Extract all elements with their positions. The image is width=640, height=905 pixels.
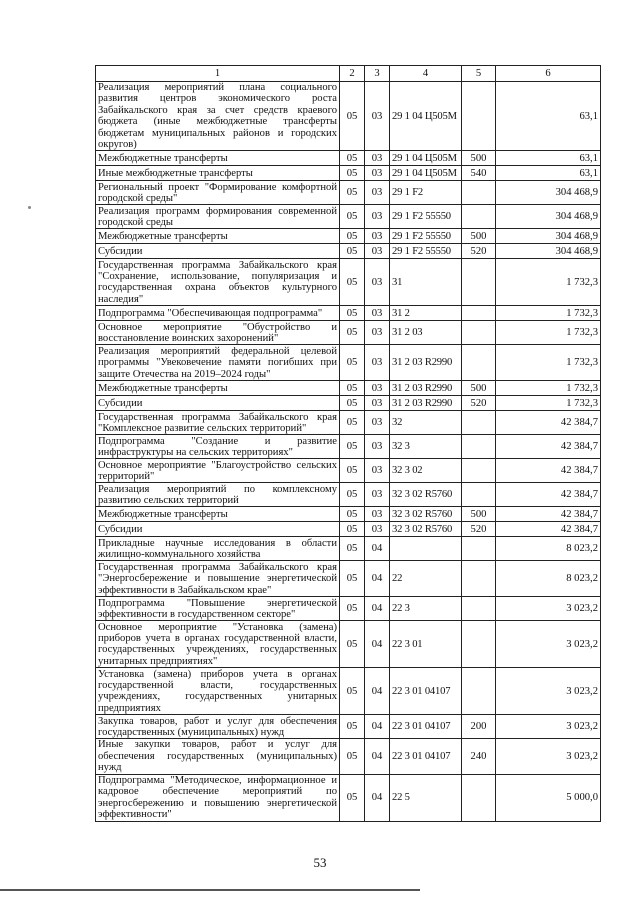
cell-subsection: 04 (365, 561, 390, 597)
cell-name: Субсидии (96, 244, 340, 259)
cell-section: 05 (340, 396, 365, 411)
table-row (96, 166, 601, 181)
cell-amount: 3 023,2 (496, 668, 601, 715)
cell-target-code: 31 2 03 R2990 (390, 345, 462, 381)
cell-target-code: 22 5 (390, 774, 462, 821)
cell-subsection: 03 (365, 181, 390, 205)
cell-expense-type (462, 435, 496, 459)
cell-subsection: 04 (365, 621, 390, 668)
cell-expense-type: 520 (462, 244, 496, 259)
cell-expense-type (462, 306, 496, 321)
table-row (96, 459, 601, 483)
cell-amount: 42 384,7 (496, 459, 601, 483)
table-body (96, 82, 601, 822)
cell-target-code: 32 3 02 R5760 (390, 522, 462, 537)
table-row (96, 739, 601, 774)
cell-target-code: 22 3 (390, 597, 462, 621)
cell-name: Подпрограмма "Создание и развитие инфраструктуры на сельских территориях" (96, 435, 340, 459)
cell-name: Государственная программа Забайкальского края "Энергосбережение и повышение энергетической эффективности в Забайкальском крае" (96, 561, 340, 597)
column-header-subsection: 3 (365, 66, 390, 82)
cell-amount: 63,1 (496, 166, 601, 181)
table-row (96, 229, 601, 244)
cell-section: 05 (340, 205, 365, 229)
cell-subsection: 03 (365, 381, 390, 396)
cell-expense-type: 500 (462, 507, 496, 522)
cell-section: 05 (340, 244, 365, 259)
table-row (96, 597, 601, 621)
cell-section: 05 (340, 621, 365, 668)
cell-expense-type (462, 774, 496, 821)
cell-name: Установка (замена) приборов учета в органах государственной власти, государственных учреждениях, государственных унитарных предприятиях (96, 668, 340, 715)
cell-amount: 1 732,3 (496, 381, 601, 396)
cell-amount: 42 384,7 (496, 435, 601, 459)
cell-subsection: 03 (365, 151, 390, 166)
cell-expense-type (462, 321, 496, 345)
cell-section: 05 (340, 411, 365, 435)
cell-target-code: 31 (390, 259, 462, 306)
cell-expense-type (462, 459, 496, 483)
cell-name: Межбюджетные трансферты (96, 151, 340, 166)
cell-name: Основное мероприятие "Установка (замена) приборов учета в органах государственной власти, государственных учреждениях, государственных унитарных предприятиях" (96, 621, 340, 668)
table-row (96, 205, 601, 229)
cell-target-code: 31 2 03 (390, 321, 462, 345)
cell-section: 05 (340, 459, 365, 483)
cell-section: 05 (340, 229, 365, 244)
cell-expense-type (462, 483, 496, 507)
cell-subsection: 03 (365, 229, 390, 244)
table-row (96, 668, 601, 715)
cell-amount: 8 023,2 (496, 561, 601, 597)
table-row (96, 306, 601, 321)
cell-section: 05 (340, 166, 365, 181)
table-row (96, 522, 601, 537)
cell-subsection: 03 (365, 306, 390, 321)
cell-expense-type (462, 205, 496, 229)
cell-name: Подпрограмма "Повышение энергетической эффективности в государственном секторе" (96, 597, 340, 621)
cell-section: 05 (340, 381, 365, 396)
cell-section: 05 (340, 151, 365, 166)
cell-amount: 3 023,2 (496, 739, 601, 774)
table-row (96, 537, 601, 561)
table-row (96, 345, 601, 381)
cell-subsection: 03 (365, 522, 390, 537)
table-row (96, 244, 601, 259)
cell-amount: 1 732,3 (496, 396, 601, 411)
cell-amount: 3 023,2 (496, 621, 601, 668)
cell-amount: 304 468,9 (496, 244, 601, 259)
cell-amount: 8 023,2 (496, 537, 601, 561)
cell-name: Субсидии (96, 396, 340, 411)
cell-section: 05 (340, 259, 365, 306)
table-row (96, 715, 601, 739)
cell-amount: 3 023,2 (496, 597, 601, 621)
cell-target-code: 32 3 02 (390, 459, 462, 483)
table-row (96, 151, 601, 166)
table-row (96, 321, 601, 345)
cell-expense-type: 540 (462, 166, 496, 181)
cell-target-code: 22 3 01 04107 (390, 739, 462, 774)
cell-name: Иные межбюджетные трансферты (96, 166, 340, 181)
table-row (96, 561, 601, 597)
cell-amount: 3 023,2 (496, 715, 601, 739)
table-row (96, 435, 601, 459)
table-header (96, 66, 601, 82)
cell-name: Основное мероприятие "Обустройство и восстановление воинских захоронений" (96, 321, 340, 345)
cell-expense-type (462, 561, 496, 597)
cell-section: 05 (340, 345, 365, 381)
cell-target-code (390, 537, 462, 561)
table-row (96, 507, 601, 522)
budget-table (95, 65, 601, 822)
table-row (96, 483, 601, 507)
table-row (96, 774, 601, 821)
cell-amount: 1 732,3 (496, 259, 601, 306)
cell-subsection: 03 (365, 435, 390, 459)
cell-name: Реализация мероприятий плана социального развития центров экономического роста Забайкальского края за счет средств краевого бюджета (иные межбюджетные трансферты бюджетам муниципальных районов и городских округов) (96, 82, 340, 151)
cell-expense-type: 520 (462, 522, 496, 537)
cell-section: 05 (340, 522, 365, 537)
cell-name: Реализация мероприятий федеральной целевой программы "Увековечение памяти погибших при защите Отечества на 2019–2024 годы" (96, 345, 340, 381)
cell-target-code: 22 3 01 04107 (390, 668, 462, 715)
cell-expense-type: 240 (462, 739, 496, 774)
cell-subsection: 04 (365, 715, 390, 739)
footer-rule (0, 889, 420, 891)
cell-section: 05 (340, 561, 365, 597)
cell-amount: 5 000,0 (496, 774, 601, 821)
cell-section: 05 (340, 597, 365, 621)
cell-target-code: 29 1 04 Ц505М (390, 151, 462, 166)
cell-target-code: 29 1 F2 55550 (390, 205, 462, 229)
table-row (96, 621, 601, 668)
cell-expense-type (462, 537, 496, 561)
cell-name: Подпрограмма "Методическое, информационное и кадровое обеспечение мероприятий по энергосбережению и повышению энергетической эффективности" (96, 774, 340, 821)
cell-expense-type: 500 (462, 229, 496, 244)
cell-name: Государственная программа Забайкальского края "Комплексное развитие сельских территорий" (96, 411, 340, 435)
cell-subsection: 04 (365, 668, 390, 715)
cell-section: 05 (340, 306, 365, 321)
cell-name: Государственная программа Забайкальского края "Сохранение, использование, популяризация и государственная охрана объектов культурного наследия" (96, 259, 340, 306)
cell-section: 05 (340, 483, 365, 507)
cell-subsection: 04 (365, 597, 390, 621)
cell-expense-type (462, 345, 496, 381)
cell-amount: 304 468,9 (496, 181, 601, 205)
cell-target-code: 32 3 02 R5760 (390, 507, 462, 522)
cell-name: Иные закупки товаров, работ и услуг для обеспечения государственных (муниципальных) нужд (96, 739, 340, 774)
cell-target-code: 22 3 01 04107 (390, 715, 462, 739)
cell-expense-type (462, 259, 496, 306)
cell-amount: 42 384,7 (496, 483, 601, 507)
table-row (96, 181, 601, 205)
cell-subsection: 03 (365, 345, 390, 381)
column-header-section: 2 (340, 66, 365, 82)
cell-section: 05 (340, 181, 365, 205)
cell-expense-type (462, 597, 496, 621)
cell-amount: 304 468,9 (496, 205, 601, 229)
cell-expense-type: 500 (462, 381, 496, 396)
page-number: 53 (313, 855, 327, 870)
cell-section: 05 (340, 774, 365, 821)
cell-expense-type (462, 181, 496, 205)
table-row (96, 411, 601, 435)
cell-name: Реализация программ формирования современной городской среды (96, 205, 340, 229)
cell-expense-type (462, 411, 496, 435)
cell-amount: 1 732,3 (496, 321, 601, 345)
column-header-amount: 6 (496, 66, 601, 82)
cell-target-code: 31 2 03 R2990 (390, 381, 462, 396)
table-row (96, 259, 601, 306)
cell-name: Прикладные научные исследования в области жилищно-коммунального хозяйства (96, 537, 340, 561)
cell-target-code: 22 (390, 561, 462, 597)
cell-name: Реализация мероприятий по комплексному развитию сельских территорий (96, 483, 340, 507)
cell-expense-type: 520 (462, 396, 496, 411)
scan-speck (28, 206, 31, 209)
cell-name: Субсидии (96, 522, 340, 537)
cell-target-code: 29 1 F2 (390, 181, 462, 205)
cell-amount: 304 468,9 (496, 229, 601, 244)
cell-section: 05 (340, 435, 365, 459)
cell-subsection: 03 (365, 259, 390, 306)
table-row (96, 396, 601, 411)
cell-subsection: 04 (365, 739, 390, 774)
cell-section: 05 (340, 507, 365, 522)
cell-amount: 42 384,7 (496, 522, 601, 537)
cell-subsection: 03 (365, 166, 390, 181)
cell-subsection: 03 (365, 82, 390, 151)
cell-amount: 42 384,7 (496, 507, 601, 522)
cell-expense-type (462, 82, 496, 151)
cell-target-code: 32 3 02 R5760 (390, 483, 462, 507)
cell-expense-type (462, 668, 496, 715)
cell-target-code: 22 3 01 (390, 621, 462, 668)
cell-amount: 63,1 (496, 151, 601, 166)
header-row (96, 66, 601, 82)
cell-amount: 1 732,3 (496, 306, 601, 321)
cell-name: Подпрограмма "Обеспечивающая подпрограмма" (96, 306, 340, 321)
cell-name: Основное мероприятие "Благоустройство сельских территорий" (96, 459, 340, 483)
cell-target-code: 29 1 04 Ц505М (390, 166, 462, 181)
cell-subsection: 04 (365, 537, 390, 561)
cell-name: Межбюджетные трансферты (96, 507, 340, 522)
cell-subsection: 03 (365, 483, 390, 507)
cell-target-code: 29 1 04 Ц505М (390, 82, 462, 151)
cell-expense-type: 200 (462, 715, 496, 739)
cell-name: Региональный проект "Формирование комфортной городской среды" (96, 181, 340, 205)
cell-subsection: 04 (365, 774, 390, 821)
cell-subsection: 03 (365, 396, 390, 411)
cell-section: 05 (340, 715, 365, 739)
column-header-name: 1 (96, 66, 340, 82)
cell-name: Межбюджетные трансферты (96, 229, 340, 244)
cell-expense-type: 500 (462, 151, 496, 166)
cell-amount: 42 384,7 (496, 411, 601, 435)
cell-subsection: 03 (365, 244, 390, 259)
cell-target-code: 29 1 F2 55550 (390, 244, 462, 259)
column-header-target: 4 (390, 66, 462, 82)
cell-name: Межбюджетные трансферты (96, 381, 340, 396)
cell-section: 05 (340, 82, 365, 151)
cell-subsection: 03 (365, 507, 390, 522)
cell-subsection: 03 (365, 459, 390, 483)
cell-section: 05 (340, 537, 365, 561)
cell-target-code: 32 3 (390, 435, 462, 459)
cell-name: Закупка товаров, работ и услуг для обеспечения государственных (муниципальных) нужд (96, 715, 340, 739)
cell-target-code: 31 2 03 R2990 (390, 396, 462, 411)
cell-section: 05 (340, 668, 365, 715)
table-row (96, 82, 601, 151)
cell-amount: 1 732,3 (496, 345, 601, 381)
cell-target-code: 31 2 (390, 306, 462, 321)
cell-subsection: 03 (365, 411, 390, 435)
cell-subsection: 03 (365, 205, 390, 229)
cell-section: 05 (340, 739, 365, 774)
cell-subsection: 03 (365, 321, 390, 345)
column-header-expense-type: 5 (462, 66, 496, 82)
cell-amount: 63,1 (496, 82, 601, 151)
cell-expense-type (462, 621, 496, 668)
cell-target-code: 29 1 F2 55550 (390, 229, 462, 244)
cell-section: 05 (340, 321, 365, 345)
table-row (96, 381, 601, 396)
cell-target-code: 32 (390, 411, 462, 435)
